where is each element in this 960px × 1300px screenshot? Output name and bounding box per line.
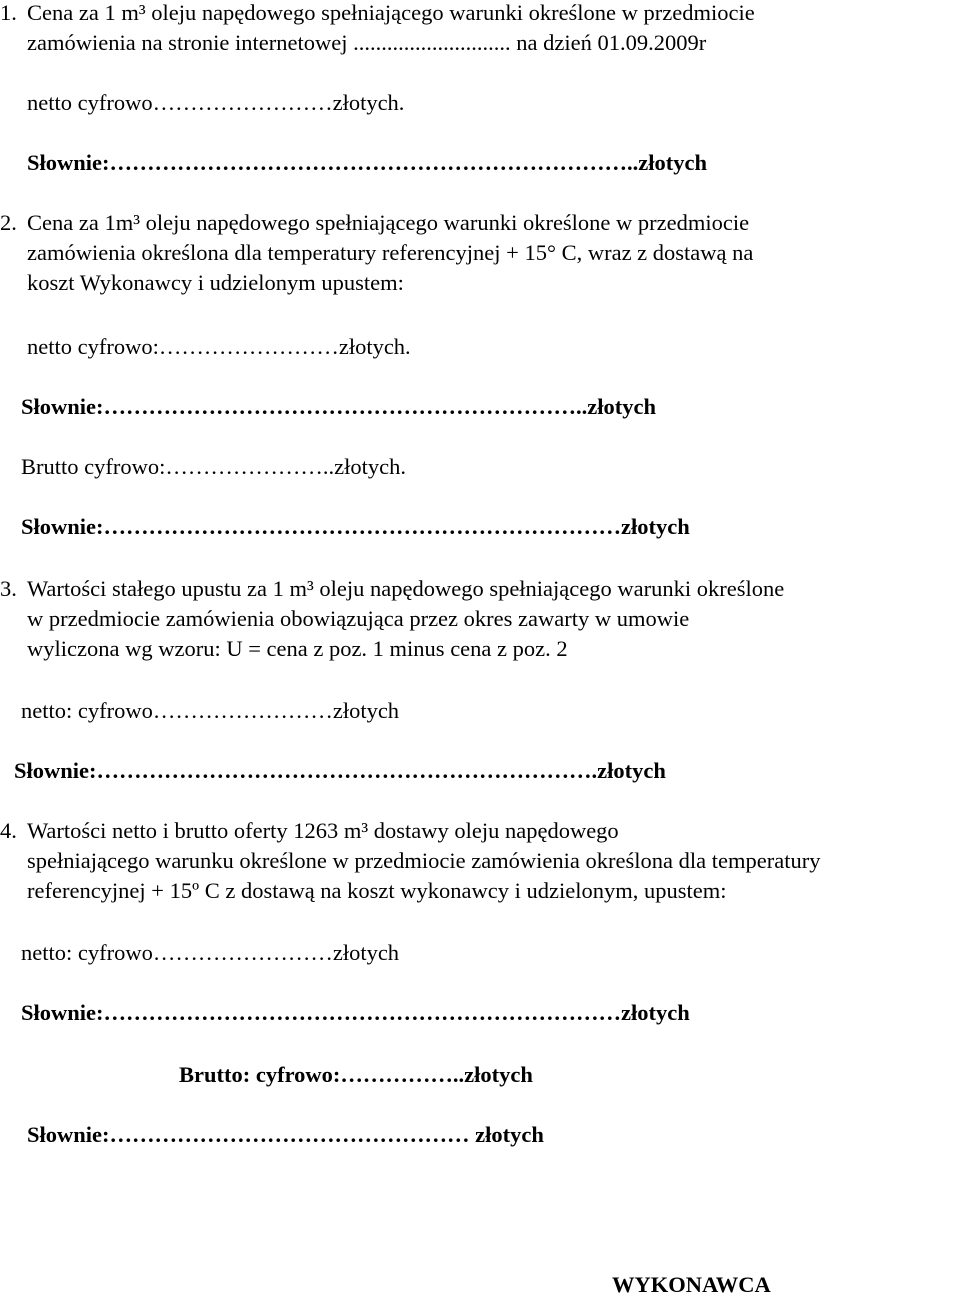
item-3-number: 3. [0,576,17,601]
item-1-number: 1. [0,0,17,25]
item-4-text-line-3: referencyjnej + 15º C z dostawą na koszt wykonawcy i udzielonym, upustem: [27,878,727,903]
item-3-slownie-field: Słownie:………………………………………………………….złotych [14,758,666,783]
item-2-netto-field: netto cyfrowo:……………………złotych. [27,334,411,359]
item-4-text-line-2: spełniającego warunku określone w przedmiocie zamówienia określona dla temperatury [27,848,821,873]
item-1-text-line-1: Cena za 1 m³ oleju napędowego spełniającego warunki określone w przedmiocie [27,0,755,25]
item-2-text-line-2: zamówienia określona dla temperatury referencyjnej + 15° C, wraz z dostawą na [27,240,754,265]
item-2-number: 2. [0,210,17,235]
item-1-text-line-2: zamówienia na stronie internetowej ............................ na dzień 01.09.2009r [27,30,707,55]
item-3-netto-field: netto: cyfrowo……………………złotych [21,698,400,723]
item-3-text-line-3: wyliczona wg wzoru: U = cena z poz. 1 minus cena z poz. 2 [27,636,568,661]
item-1-slownie-field: Słownie:……………………………………………………………..złotych [27,150,707,175]
item-2-slownie-netto-field: Słownie:………………………………………………………..złotych [21,394,656,419]
item-2-text-line-3: koszt Wykonawcy i udzielonym upustem: [27,270,404,295]
item-2-slownie-brutto-field: Słownie:……………………………………………………………złotych [21,514,690,539]
item-3-text-line-2: w przedmiocie zamówienia obowiązująca przez okres zawarty w umowie [27,606,690,631]
item-4-brutto-field: Brutto: cyfrowo:……………..złotych [179,1062,533,1087]
item-4-text-line-1: Wartości netto i brutto oferty 1263 m³ dostawy oleju napędowego [27,818,619,843]
item-2-brutto-field: Brutto cyfrowo:…………………..złotych. [21,454,406,479]
item-4-number: 4. [0,818,17,843]
item-1-netto-field: netto cyfrowo……………………złotych. [27,90,405,115]
item-4-netto-field: netto: cyfrowo……………………złotych [21,940,400,965]
signature-label: WYKONAWCA [612,1272,771,1297]
item-2-text-line-1: Cena za 1m³ oleju napędowego spełniającego warunki określone w przedmiocie [27,210,750,235]
item-4-slownie-brutto-field: Słownie:………………………………………… złotych [27,1122,544,1147]
item-4-slownie-netto-field: Słownie:……………………………………………………………złotych [21,1000,690,1025]
item-3-text-line-1: Wartości stałego upustu za 1 m³ oleju napędowego spełniającego warunki określone [27,576,785,601]
